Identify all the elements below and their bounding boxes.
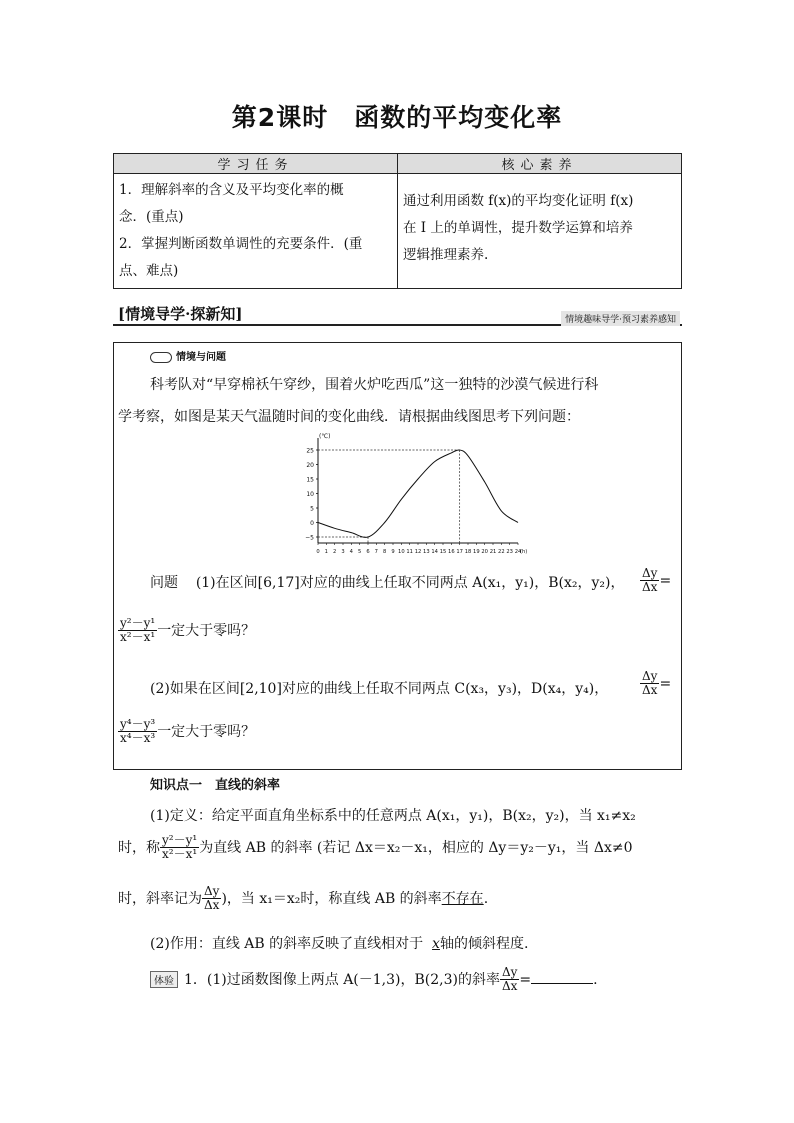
task-cell-right — [398, 174, 682, 289]
fraction-denominator: x²－x¹ — [162, 847, 198, 861]
dx-label: Δx — [642, 683, 658, 697]
y-tick-label: 10 — [306, 491, 314, 498]
x-tick-label: 18 — [464, 549, 472, 555]
task-right-line: 逻辑推理素养. — [403, 247, 489, 263]
dx-label: Δx — [642, 580, 658, 594]
fraction-denominator: x²－x¹ — [120, 630, 156, 644]
definition-suffix: )，当 x₁＝x₂时，称直线 AB 的斜率 — [221, 891, 442, 907]
question-1 — [150, 573, 625, 593]
answer-blank — [531, 983, 593, 984]
dy-label: Δy — [642, 669, 658, 683]
page-title: 第2课时 函数的平均变化率 — [231, 103, 563, 132]
task-head-left: 学习任务 — [114, 154, 398, 174]
dy-label: Δy — [501, 965, 518, 979]
y-tick-label: 5 — [310, 505, 314, 513]
experience-text: 1．(1)过函数图像上两点 A(－1,3)，B(2,3)的斜率 — [184, 972, 500, 988]
question-1-fraction — [118, 617, 255, 644]
question-2-tail: 一定大于零吗？ — [157, 724, 256, 740]
task-left-line: 念．(重点) — [119, 209, 184, 225]
x-tick-label: 5 — [358, 549, 362, 555]
fraction-numerator: y²－y¹ — [120, 616, 156, 630]
x-tick-label: 22 — [498, 549, 505, 555]
definition-end: . — [483, 891, 489, 907]
x-tick-label: 20 — [481, 549, 488, 555]
temperature-curve — [318, 450, 518, 537]
x-tick-label: 15 — [439, 549, 447, 555]
x-tick-label: 9 — [391, 549, 395, 555]
underlined-axis: x — [432, 936, 440, 952]
equals-sign: = — [659, 573, 672, 589]
equals-sign: = — [659, 676, 672, 692]
x-tick-label: 2 — [333, 549, 337, 555]
x-tick-label: 14 — [431, 549, 438, 555]
definition-suffix: 为直线 AB 的斜率 (若记 Δx＝x₂－x₁，相应的 Δy＝y₂－y₁，当 Δx≠0 — [199, 840, 633, 856]
definition-prefix: 时，称 — [118, 840, 160, 856]
scenario-heading-text: 情境与问题 — [176, 352, 226, 363]
task-right-line: 通过利用函数 f(x)的平均变化证明 f(x) — [403, 193, 634, 209]
task-left-line: 点、难点) — [119, 263, 179, 279]
temperature-chart — [296, 432, 532, 562]
x-tick-label: 23 — [506, 549, 513, 555]
knowledge-heading: 知识点一 直线的斜率 — [150, 778, 281, 793]
experience-badge: 体验 — [150, 971, 178, 988]
x-tick-label: 17 — [456, 549, 463, 555]
x-tick-label: 8 — [383, 549, 387, 555]
scenario-heading — [150, 348, 226, 363]
x-tick-label: 1 — [324, 549, 328, 555]
task-left-line: 1．理解斜率的含义及平均变化率的概 — [119, 182, 344, 198]
x-tick-label: 12 — [414, 549, 422, 555]
question-1-ratio — [640, 567, 671, 594]
x-tick-label: 4 — [349, 549, 353, 555]
y-tick-label: 15 — [306, 476, 314, 484]
equals-sign: = — [519, 972, 532, 988]
question-1-text: (1)在区间[6,17]对应的曲线上任取不同两点 A(x₁，y₁)，B(x₂，y₂)， — [195, 575, 625, 591]
x-tick-label: 16 — [448, 549, 455, 555]
role-line — [150, 934, 528, 954]
scenario-para-1: 科考队对“早穿棉袄午穿纱，围着火炉吃西瓜”这一独特的沙漠气候进行科 — [150, 377, 599, 393]
fraction-denominator: x⁴－x³ — [120, 731, 156, 745]
x-tick-label: 19 — [473, 549, 480, 555]
glasses-icon — [150, 352, 172, 363]
definition-line-3 — [118, 885, 488, 912]
x-tick-label: 0 — [316, 549, 320, 555]
definition-line-2 — [118, 834, 632, 861]
x-tick-label: 21 — [489, 549, 497, 555]
question-2-ratio — [640, 670, 671, 697]
y-tick-label: 20 — [306, 462, 314, 469]
task-table — [113, 153, 682, 289]
role-suffix: 轴的倾斜程度. — [439, 936, 529, 952]
dy-label: Δy — [204, 884, 220, 898]
y-axis-label: (℃) — [319, 433, 331, 440]
y-tick-label: 0 — [310, 520, 314, 527]
x-tick-label: 10 — [398, 549, 405, 555]
chart-layer — [305, 433, 527, 555]
question-2: (2)如果在区间[2,10]对应的曲线上任取不同两点 C(x₃，y₃)，D(x₄，y₄)， — [150, 681, 609, 697]
task-left-line: 2．掌握判断函数单调性的充要条件．(重 — [119, 236, 363, 252]
definition-prefix: 时，斜率记为 — [118, 891, 202, 907]
experience-line — [150, 966, 598, 993]
x-tick-label: 11 — [406, 549, 413, 555]
y-tick-label: −5 — [305, 534, 314, 542]
fraction-numerator: y²－y¹ — [162, 833, 198, 847]
question-1-label: 问题 — [150, 575, 178, 591]
y-tick-label: 25 — [306, 447, 314, 455]
question-1-tail: 一定大于零吗？ — [157, 623, 256, 639]
underlined-term: 不存在 — [441, 891, 484, 907]
dy-label: Δy — [642, 566, 658, 580]
dx-label: Δx — [204, 898, 220, 912]
question-2-fraction — [118, 718, 255, 745]
dx-label: Δx — [501, 979, 518, 993]
task-cell-left — [114, 174, 398, 289]
role-prefix: (2)作用：直线 AB 的斜率反映了直线相对于 — [150, 936, 424, 952]
x-tick-label: 24 — [514, 549, 522, 555]
fraction-numerator: y⁴－y³ — [120, 717, 156, 731]
definition-line-1: (1)定义：给定平面直角坐标系中的任意两点 A(x₁，y₁)，B(x₂，y₂)，当 x₁≠x₂ — [150, 808, 636, 824]
scenario-para-2: 学考察，如图是某天气温随时间的变化曲线．请根据曲线图思考下列问题： — [118, 409, 580, 425]
experience-end: . — [593, 972, 598, 988]
section-title: [情境导学·探新知] — [118, 305, 243, 323]
x-axis-label: (h) — [520, 549, 528, 555]
task-head-right: 核心素养 — [398, 154, 682, 174]
section-tag: 情境趣味导学·预习素养感知 — [561, 311, 680, 326]
task-right-line: 在 I 上的单调性，提升数学运算和培养 — [403, 220, 633, 236]
x-tick-label: 7 — [374, 549, 378, 555]
x-tick-label: 13 — [423, 549, 430, 555]
x-tick-label: 6 — [366, 549, 370, 555]
x-tick-label: 3 — [341, 549, 345, 555]
